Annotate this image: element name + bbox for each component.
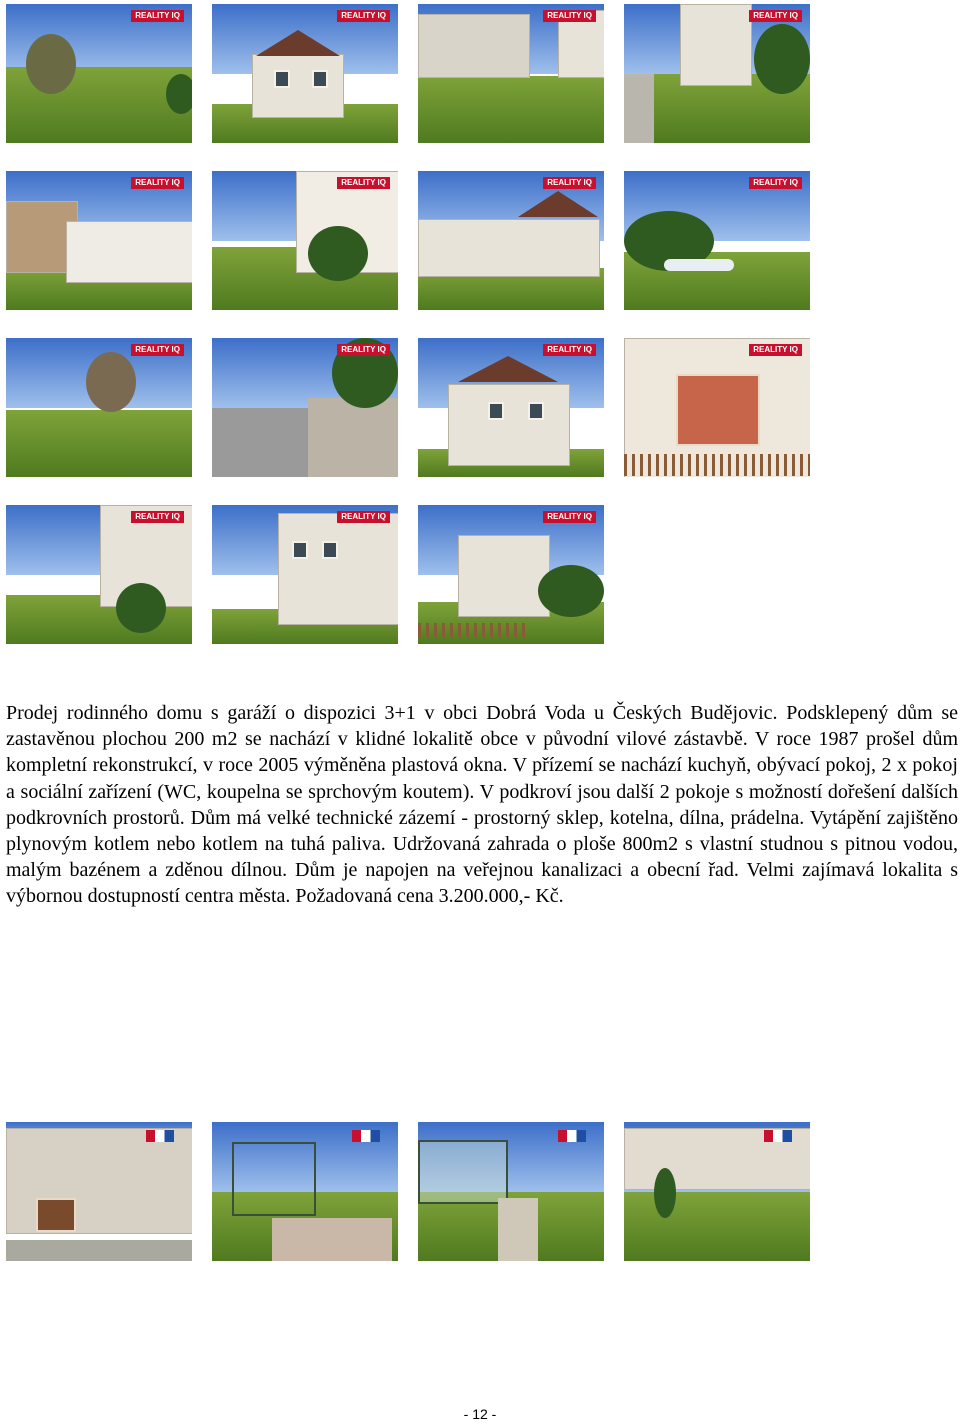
reality-iq-logo: REALITY IQ (543, 10, 596, 22)
remax-logo (764, 1130, 792, 1142)
photo-side-yard-shrubs (212, 171, 398, 310)
photo-street-sidewalk (212, 338, 398, 477)
photo-back-garden-houses (624, 1122, 810, 1261)
photo-house-side-steps (212, 505, 398, 644)
photo-street-side-fence (624, 4, 810, 143)
reality-iq-logo: REALITY IQ (543, 177, 596, 189)
photo-garden-trees (6, 338, 192, 477)
reality-iq-logo: REALITY IQ (749, 10, 802, 22)
photo-pool-and-hedge (624, 171, 810, 310)
photo-house-rear-lawn (418, 4, 604, 143)
reality-iq-logo: REALITY IQ (337, 10, 390, 22)
photo-corner-lawn-snow (6, 505, 192, 644)
page-number: - 12 - (463, 1406, 497, 1422)
reality-iq-logo: REALITY IQ (749, 344, 802, 356)
remax-logo (146, 1130, 174, 1142)
photo-outbuilding-workshop (418, 171, 604, 310)
photo-house-gable-side (418, 338, 604, 477)
photo-house-front-balcony (212, 4, 398, 143)
reality-iq-logo: REALITY IQ (543, 511, 596, 523)
photo-garage-door (624, 338, 810, 477)
reality-iq-logo: REALITY IQ (337, 344, 390, 356)
reality-iq-logo: REALITY IQ (749, 177, 802, 189)
photo-townhouse-front (6, 1122, 192, 1261)
reality-iq-logo: REALITY IQ (131, 511, 184, 523)
reality-iq-logo: REALITY IQ (131, 10, 184, 22)
remax-logo (558, 1130, 586, 1142)
photo-outdoor-grill-wall (6, 171, 192, 310)
property-description: Prodej rodinného domu s garáží o dispozici 3+1 v obci Dobrá Voda u Českých Budějovic. Podsklepený dům se zastavěnou plochou 200 m2 se nachází v klidné lokalitě obce v původní vilové zástavbě. V roce 1987 prošel dům kompletní rekonstrukcí, v roce 2005 výměněna plastová okna. V přízemí se nachází kuchyň, obývací pokoj, 2 x pokoj a sociální zařízení (WC, koupelna se sprchovým koutem). V podkroví jsou další 2 pokoje s možností dořešení dalších podkrovních prostorů. Dům má velké technické zázemí - prostorný sklep, kotelna, dílna, prádelna. Vytápění zajištěno plynovým kotlem nebo kotlem na tuhá paliva. Udržovaná zahrada o ploše 800m2 s vlastní studnou s pitnou vodou, malým bazénem a zděnou dílnou. Dům je napojen na veřejnou kanalizaci a obecní řad. Velmi zajímavá lokalita s výbornou dostupností centra města. Požadovaná cena 3.200.000,- Kč. (6, 702, 958, 908)
photo-garden-lawn (6, 4, 192, 143)
photo-house-street-view (418, 505, 604, 644)
photo-greenhouse-garden (418, 1122, 604, 1261)
reality-iq-logo: REALITY IQ (131, 177, 184, 189)
photo-garden-pergola (212, 1122, 398, 1261)
reality-iq-logo: REALITY IQ (337, 511, 390, 523)
reality-iq-logo: REALITY IQ (131, 344, 184, 356)
reality-iq-logo: REALITY IQ (337, 177, 390, 189)
reality-iq-logo: REALITY IQ (543, 344, 596, 356)
remax-logo (352, 1130, 380, 1142)
